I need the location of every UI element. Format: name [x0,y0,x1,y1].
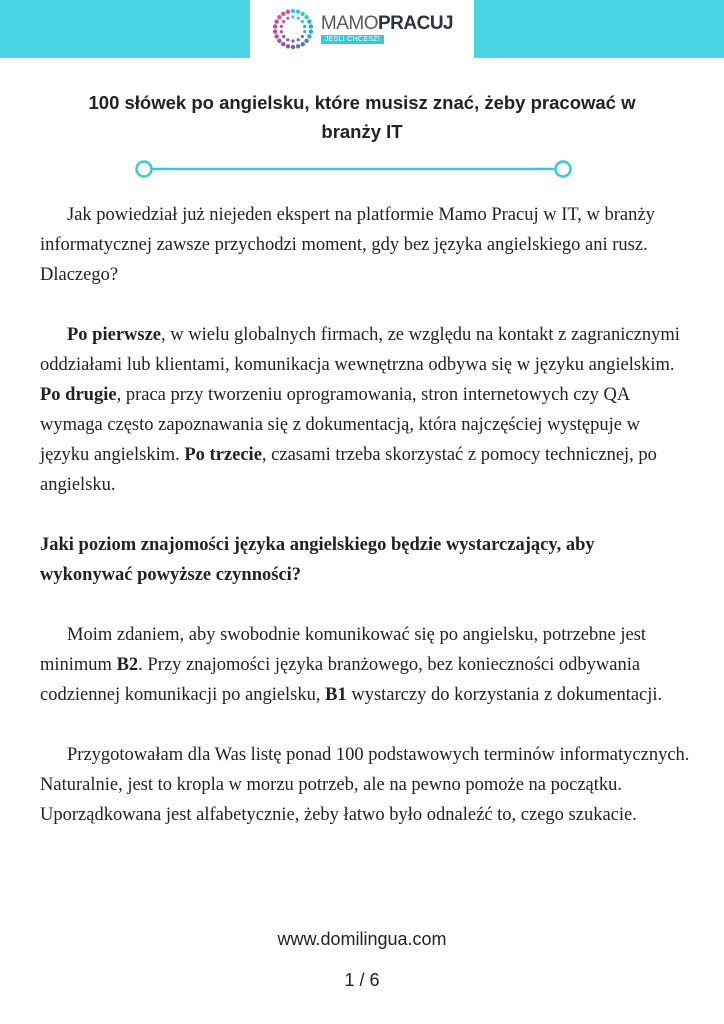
reason-second-label: Po drugie [40,385,117,405]
logo-dot [286,38,289,41]
closing-paragraph: Przygotowałam dla Was listę ponad 100 podstawowych terminów informatycznych. Naturalnie, jest to kropla w morzu potrzeb, ale na pewno pomoże na początku. Uporządkowana jest alfabetycznie, żeby łatwo było odnaleźć to, czego szukacie. [40,745,690,825]
logo-text [321,14,453,44]
answer-paragraph [40,620,690,710]
logo-brand-part2: PRACUJ [377,13,454,34]
footer-url: www.domilingua.com [277,929,447,949]
logo-brand [321,14,453,33]
logo-dot [281,42,285,46]
logo-dot [296,44,300,48]
document-body [40,200,690,830]
logo-dot [304,39,308,43]
logo-dot [303,25,306,28]
header-band-left [0,0,250,58]
reason-first-text: , w wielu globalnych firmach, ze względu na kontakt z zagranicznymi oddziałami lub klientami, komunikacja wewnętrzna odbywa się w języku angielskim. [40,325,680,375]
logo-dot [286,17,289,20]
answer-part2: . Przy znajomości języka branżowego, bez konieczności odbywania codziennej komunikacji po angielsku, [40,655,641,705]
logo-dot [301,20,304,23]
logo-dot [281,12,285,16]
logo-tagline: JEŚLI CHCESZ! [321,35,384,44]
logo-dot [286,44,290,48]
logo-dot [273,29,277,33]
dot-circle-logo-icon [271,7,315,51]
logo-dot [280,25,283,28]
answer-part1: Moim zdaniem, aby swobodnie komunikować się po angielsku, potrzebne jest minimum [40,625,647,675]
title-divider [134,157,590,181]
intro-paragraph: Jak powiedział już niejeden ekspert na platformie Mamo Pracuj w IT, w branży informatycznej zawsze przychodzi moment, gdy bez języka angielskiego ani rusz. Dlaczego? [40,205,655,285]
document-title: 100 słówek po angielsku, które musisz znać, żeby pracować w branży IT [88,92,636,142]
logo-dot [296,38,299,41]
logo-dot [296,17,299,20]
logo-dot [291,15,294,18]
logo-dot [300,12,304,16]
logo-dot [291,39,294,42]
logo-dot [274,34,278,38]
reason-third-label: Po trzecie [184,445,262,465]
reason-first-label: Po pierwsze [67,325,162,345]
logo-dot [307,34,311,38]
answer-level-b1: B1 [325,685,347,705]
reasons-paragraph [40,320,690,500]
logo-dot [273,24,277,28]
logo-dot [296,10,300,14]
logo-dot [286,10,290,14]
logo-dot [301,35,304,38]
logo-dot [280,30,283,33]
question-heading: Jaki poziom znajomości języka angielskiego będzie wystarczający, aby wykonywać powyższe czynności? [40,535,595,585]
header-band-right [474,0,724,58]
logo-dot [277,15,281,19]
answer-part3: wystarczy do korzystania z dokumentacji. [346,685,663,705]
reason-third-text: , czasami trzeba skorzystać z pomocy technicznej, po angielsku. [40,445,657,495]
answer-level-b2: B2 [116,655,139,675]
logo-dot [308,24,312,28]
logo-dot [291,45,295,49]
logo-dot [304,15,308,19]
page-number: 1 / 6 [344,970,380,990]
logo-dot [300,42,304,46]
logo-dot [282,35,285,38]
logo-dot [282,20,285,23]
logo-brand-part1: MAMO [320,13,378,34]
logo-dot [291,9,295,13]
logo-dot [303,30,306,33]
logo-dot [308,29,312,33]
logo-dot [307,19,311,23]
logo-dot [277,39,281,43]
logo-dot [274,19,278,23]
mamopracuj-logo [250,0,474,58]
reason-second-text: , praca przy tworzeniu oprogramowania, stron internetowych czy QA wymaga często zapoznawania się z dokumentacją, która najczęściej występuje w języku angielskim. [40,385,640,465]
